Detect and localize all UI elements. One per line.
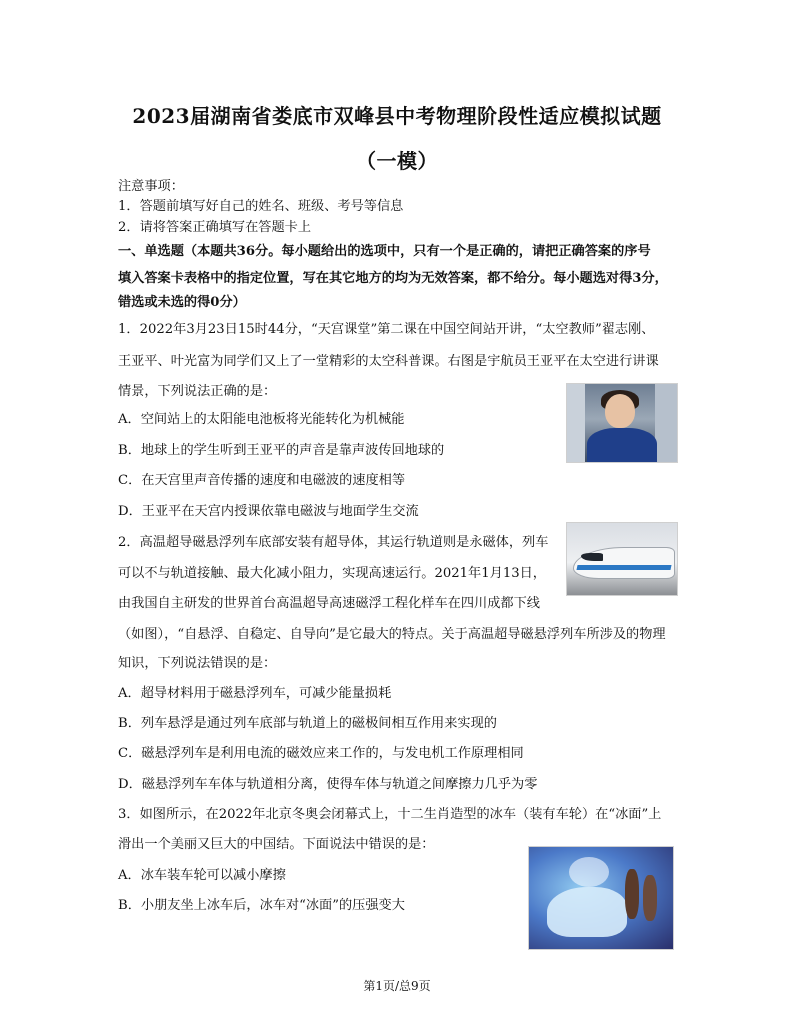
question-3-option-a: A．冰车装车轮可以减小摩擦 [118,868,286,883]
question-3-option-b: B．小朋友坐上冰车后，冰车对“冰面”的压强变大 [118,898,405,913]
question-1-stem: 情景，下列说法正确的是： [118,384,277,399]
ice-sled-photo [528,846,674,950]
question-2-option-c: C．磁悬浮列车是利用电流的磁效应来工作的，与发电机工作原理相同 [118,746,524,761]
question-1-option-a: A．空间站上的太阳能电池板将光能转化为机械能 [118,412,405,427]
question-2-option-b: B．列车悬浮是通过列车底部与轨道上的磁极间相互作用来实现的 [118,716,497,731]
question-3-stem: 滑出一个美丽又巨大的中国结。下面说法中错误的是： [118,837,435,852]
question-2-stem: 由我国自主研发的世界首台高温超导高速磁浮工程化样车在四川成都下线 [118,596,540,611]
notice-heading: 注意事项： [118,179,184,194]
section-instructions: 填入答案卡表格中的指定位置，写在其它地方的均为无效答案，都不给分。每小题选对得3分， [118,271,668,286]
question-3-stem: 3．如图所示，在2022年北京冬奥会闭幕式上，十二生肖造型的冰车（装有车轮）在“冰面”上 [118,807,662,822]
question-1-option-d: D．王亚平在天宫内授课依靠电磁波与地面学生交流 [118,504,419,519]
notice-item-2: 2．请将答案正确填写在答题卡上 [118,220,312,235]
question-2-stem: 2．高温超导磁悬浮列车底部安装有超导体，其运行轨道则是永磁体，列车 [118,535,549,550]
question-1-stem: 王亚平、叶光富为同学们又上了一堂精彩的太空科普课。右图是宇航员王亚平在太空进行讲课 [118,354,659,369]
exam-title: 2023届湖南省娄底市双峰县中考物理阶段性适应模拟试题 [132,104,662,128]
exam-subtitle: （一模） [356,149,438,173]
maglev-train-photo [566,522,678,596]
question-2-stem: （如图），“自悬浮、自稳定、自导向”是它最大的特点。关于高温超导磁悬浮列车所涉及的物理 [118,627,666,642]
section-instructions: 错选或未选的得0分） [118,295,246,310]
question-1-option-c: C．在天宫里声音传播的速度和电磁波的速度相等 [118,473,406,488]
question-2-option-a: A．超导材料用于磁悬浮列车，可减少能量损耗 [118,686,392,701]
question-2-option-d: D．磁悬浮列车车体与轨道相分离，使得车体与轨道之间摩擦力几乎为零 [118,777,538,792]
notice-item-1: 1．答题前填写好自己的姓名、班级、考号等信息 [118,199,404,214]
question-1-stem: 1．2022年3月23日15时44分，“天宫课堂”第二课在中国空间站开讲，“太空教师”翟志刚、 [118,322,655,337]
page-footer: 第1页/总9页 [363,979,431,993]
question-2-stem: 知识，下列说法错误的是： [118,656,277,671]
astronaut-photo [566,383,678,463]
section-instructions: 一、单选题（本题共36分。每小题给出的选项中，只有一个是正确的，请把正确答案的序号 [118,244,651,259]
question-1-option-b: B．地球上的学生听到王亚平的声音是靠声波传回地球的 [118,443,445,458]
question-2-stem: 可以不与轨道接触、最大化减小阻力，实现高速运行。2021年1月13日， [118,566,546,581]
